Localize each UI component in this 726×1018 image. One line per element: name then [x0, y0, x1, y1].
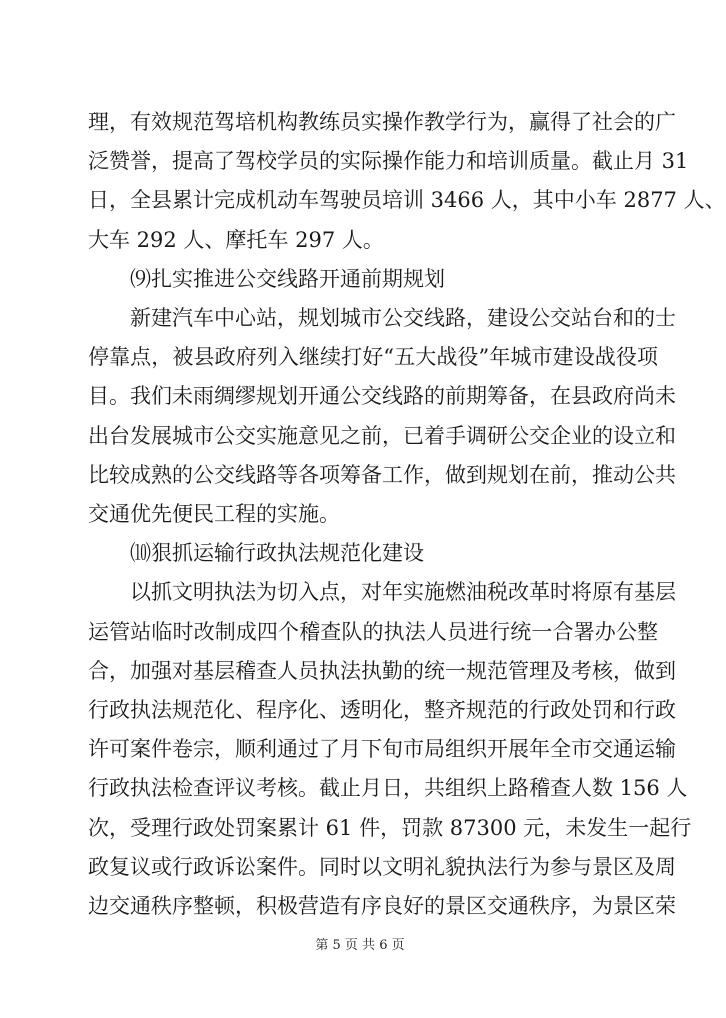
section-heading-9: ⑼扎实推进公交线路开通前期规划	[130, 266, 445, 291]
paragraph-line: 泛赞誉，提高了驾校学员的实际操作能力和培训质量。截止月 31	[88, 149, 689, 174]
paragraph-line: 大车 292 人、摩托车 297 人。	[88, 227, 384, 252]
paragraph-line: 运管站临时改制成四个稽查队的执法人员进行统一合署办公整	[88, 619, 658, 644]
paragraph-line: 次，受理行政处罚案累计 61 件，罚款 87300 元，未发生一起行	[88, 815, 692, 840]
page-number-footer: 第 5 页 共 6 页	[315, 938, 405, 953]
paragraph-line: 理，有效规范驾培机构教练员实操作教学行为，赢得了社会的广	[88, 110, 676, 134]
paragraph-line: 边交通秩序整顿，积极营造有序良好的景区交通秩序，为景区荣	[88, 894, 676, 918]
paragraph-line: 日，全县累计完成机动车驾驶员培训 3466 人，其中小车 2877 人、	[88, 188, 726, 213]
paragraph-line: 目。我们未雨绸缪规划开通公交线路的前期筹备，在县政府尚未	[88, 384, 676, 409]
paragraph-line: 合，加强对基层稽查人员执法执勤的统一规范管理及考核，做到	[88, 658, 676, 683]
section-heading-10: ⑽狠抓运输行政执法规范化建设	[130, 541, 424, 566]
paragraph-line: 行政执法检查评议考核。截止月日，共组织上路稽查人数 156 人	[88, 776, 688, 801]
paragraph-line: 行政执法规范化、程序化、透明化，整齐规范的行政处罚和行政	[88, 698, 676, 722]
paragraph-line: 交通优先便民工程的实施。	[88, 502, 340, 526]
paragraph-line: 新建汽车中心站，规划城市公交线路，建设公交站台和的士	[130, 306, 676, 330]
paragraph-line: 停靠点，被县政府列入继续打好“五大战役”年城市建设战役项	[88, 345, 658, 370]
paragraph-line: 比较成熟的公交线路等各项筹备工作，做到规划在前，推动公共	[88, 462, 676, 487]
paragraph-line: 政复议或行政诉讼案件。同时以文明礼貌执法行为参与景区及周	[88, 854, 676, 879]
paragraph-line: 出台发展城市公交实施意见之前，已着手调研公交企业的设立和	[88, 423, 676, 448]
paragraph-line: 以抓文明执法为切入点，对年实施燃油税改革时将原有基层	[130, 580, 676, 605]
paragraph-line: 许可案件卷宗，顺利通过了月下旬市局组织开展年全市交通运输	[88, 737, 676, 762]
